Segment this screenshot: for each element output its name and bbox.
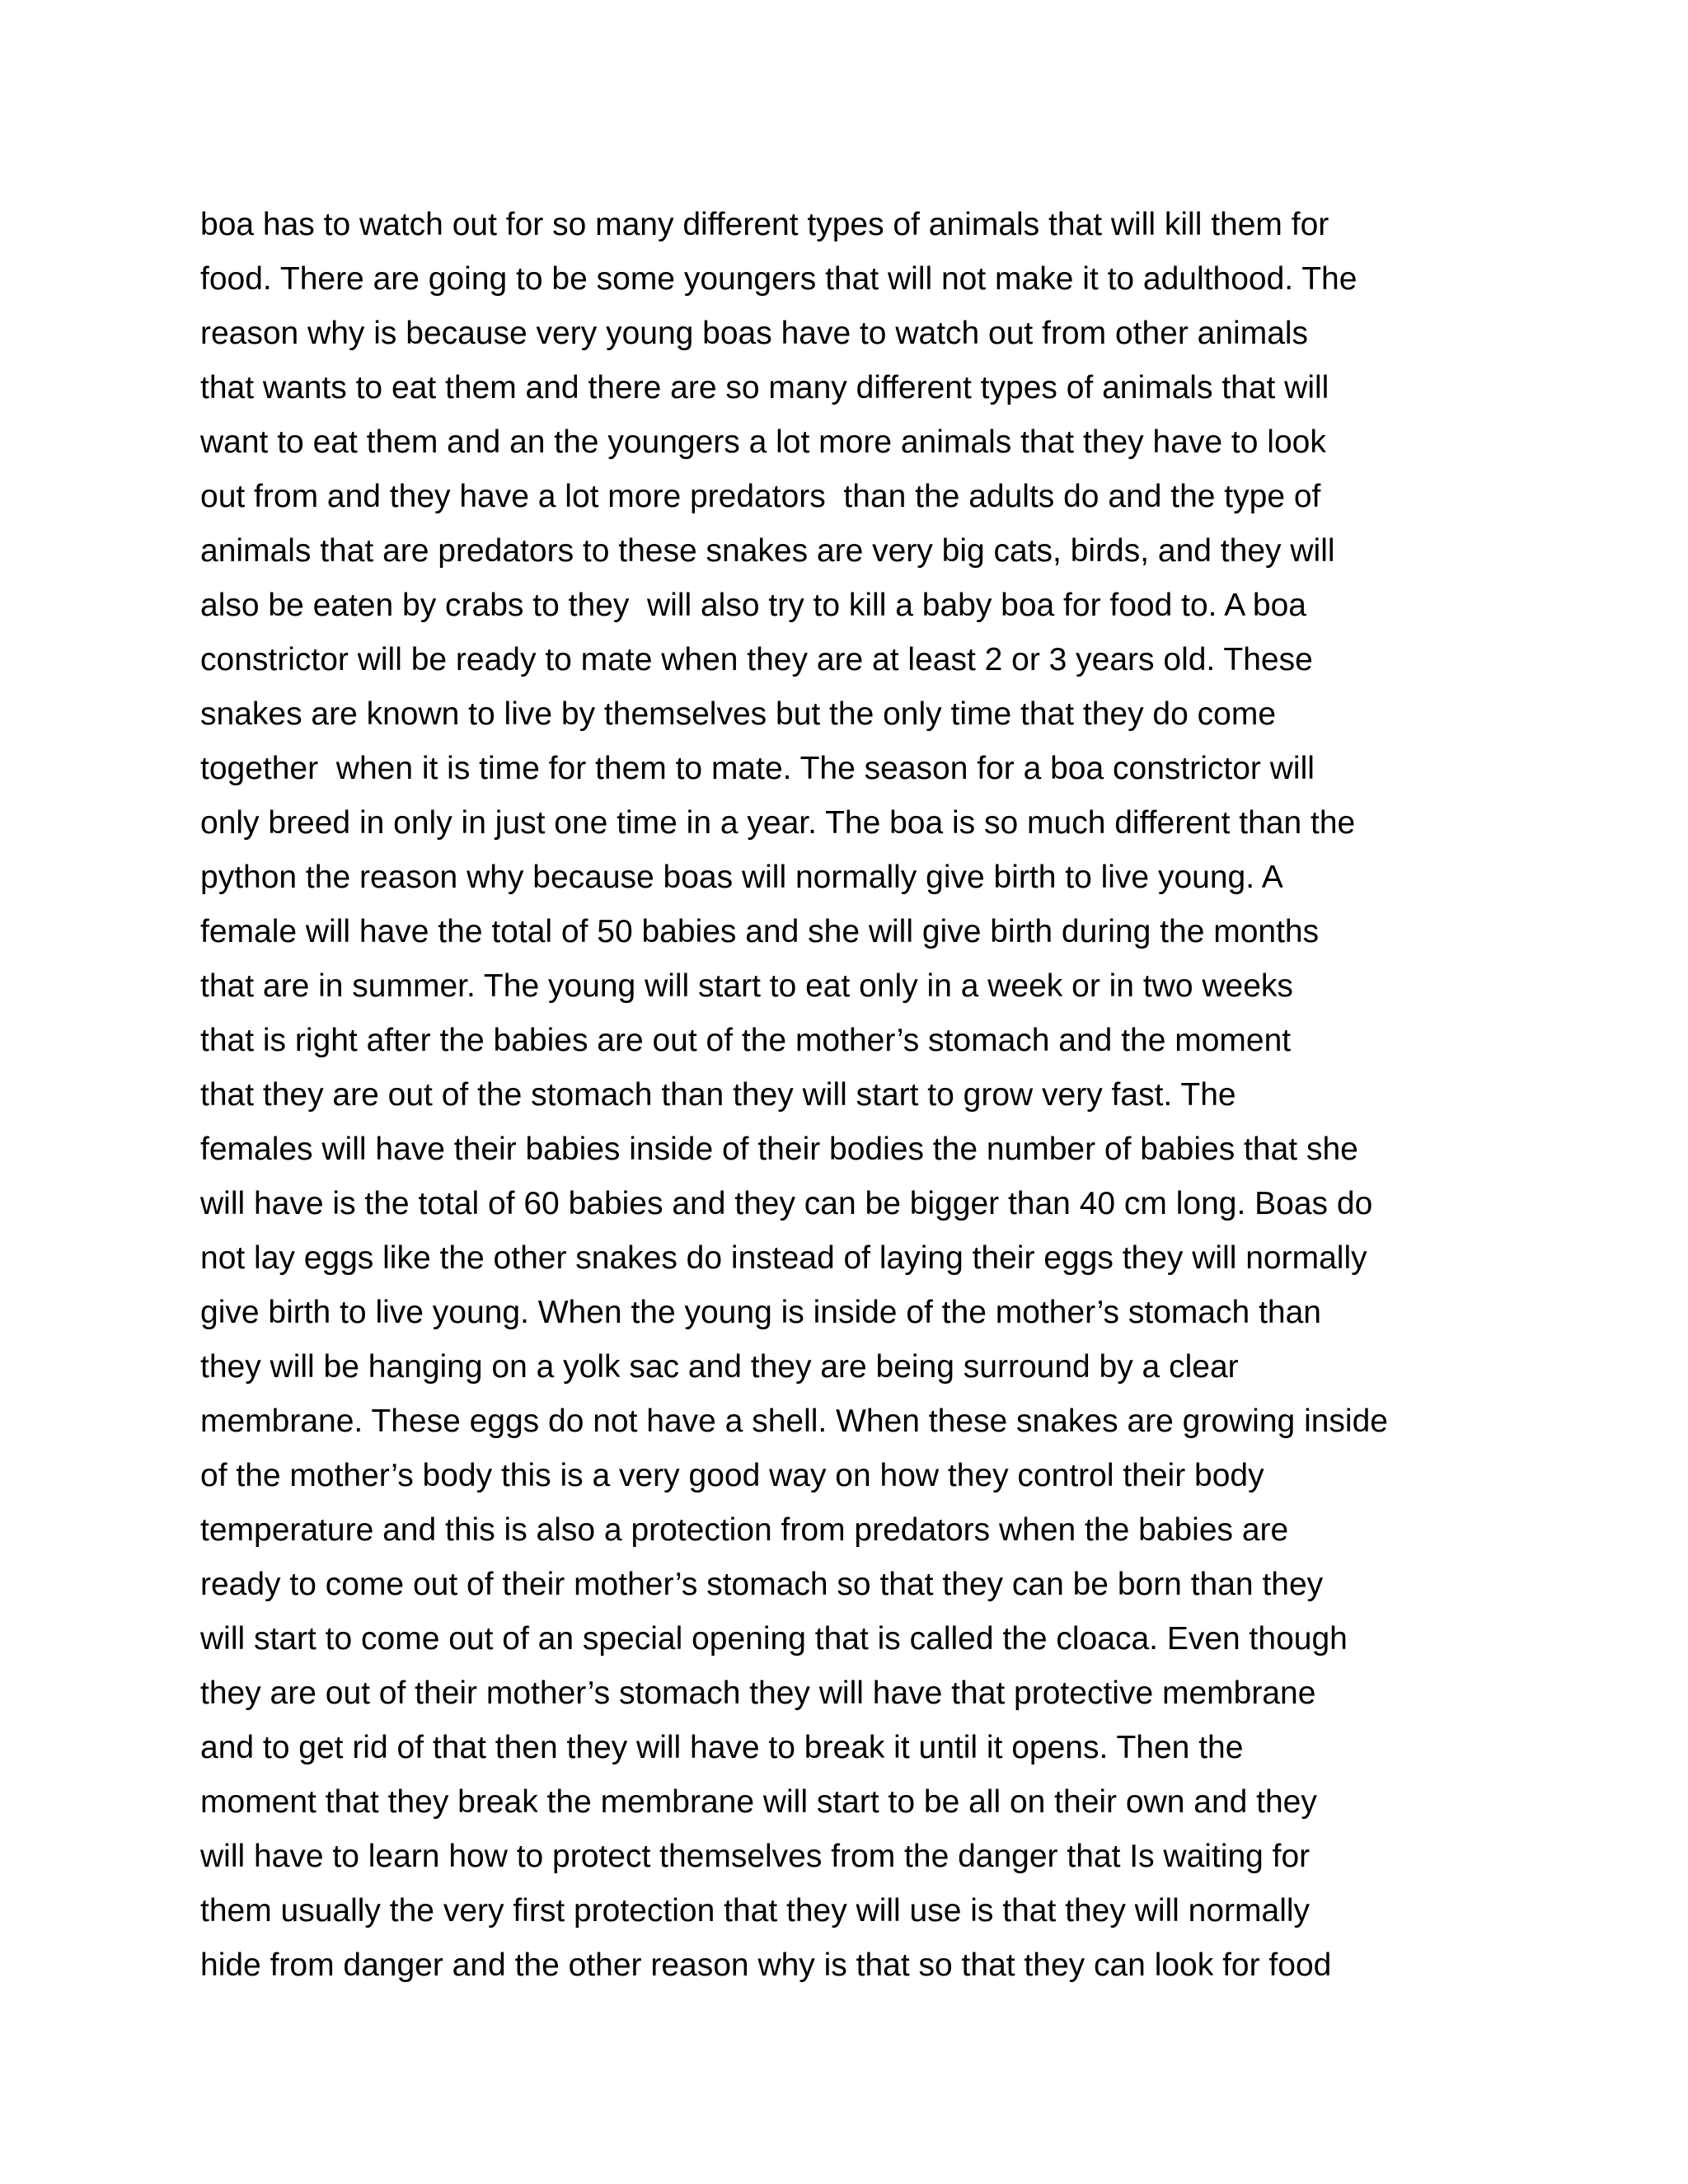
text-line-14: female will have the total of 50 babies and she will give birth during the months bbox=[200, 914, 1320, 949]
text-line-25: temperature and this is also a protection from predators when the babies are bbox=[200, 1512, 1289, 1548]
text-line-4: that wants to eat them and there are so many different types of animals that will bbox=[200, 370, 1329, 405]
text-line-24: of the mother’s body this is a very good way on how they control their body bbox=[200, 1458, 1264, 1493]
text-line-31: will have to learn how to protect themselves from the danger that Is waiting for bbox=[200, 1839, 1311, 1874]
text-line-5: want to eat them and an the youngers a lot more animals that they have to look bbox=[200, 424, 1326, 460]
text-line-8: also be eaten by crabs to they will also try to kill a baby boa for food to. A boa bbox=[200, 588, 1306, 623]
text-line-29: and to get rid of that then they will have to break it until it opens. Then the bbox=[200, 1730, 1244, 1765]
text-line-18: females will have their babies inside of their bodies the number of babies that she bbox=[200, 1132, 1358, 1167]
text-line-22: they will be hanging on a yolk sac and they are being surround by a clear bbox=[200, 1349, 1239, 1385]
text-line-11: together when it is time for them to mate. The season for a boa constrictor will bbox=[200, 751, 1315, 786]
text-line-27: will start to come out of an special opening that is called the cloaca. Even though bbox=[200, 1621, 1348, 1657]
text-line-33: hide from danger and the other reason why is that so that they can look for food bbox=[200, 1947, 1332, 1983]
text-line-7: animals that are predators to these snakes are very big cats, birds, and they will bbox=[200, 533, 1335, 569]
body-text bbox=[200, 198, 1519, 1993]
text-line-6: out from and they have a lot more predators than the adults do and the type of bbox=[200, 479, 1321, 514]
text-line-19: will have is the total of 60 babies and they can be bigger than 40 cm long. Boas do bbox=[200, 1186, 1373, 1221]
text-line-3: reason why is because very young boas have to watch out from other animals bbox=[200, 316, 1309, 351]
text-line-16: that is right after the babies are out of the mother’s stomach and the moment bbox=[200, 1023, 1292, 1058]
text-line-20: not lay eggs like the other snakes do instead of laying their eggs they will normally bbox=[200, 1240, 1367, 1276]
text-line-13: python the reason why because boas will normally give birth to live young. A bbox=[200, 860, 1283, 895]
text-line-2: food. There are going to be some youngers that will not make it to adulthood. The bbox=[200, 261, 1357, 297]
text-line-15: that are in summer. The young will start to eat only in a week or in two weeks bbox=[200, 968, 1293, 1004]
text-line-9: constrictor will be ready to mate when they are at least 2 or 3 years old. These bbox=[200, 642, 1313, 677]
text-line-32: them usually the very first protection that they will use is that they will normally bbox=[200, 1893, 1311, 1929]
text-line-23: membrane. These eggs do not have a shell. When these snakes are growing inside bbox=[200, 1404, 1388, 1439]
text-line-12: only breed in only in just one time in a year. The boa is so much different than the bbox=[200, 805, 1356, 841]
text-line-10: snakes are known to live by themselves but the only time that they do come bbox=[200, 696, 1277, 732]
text-line-26: ready to come out of their mother’s stomach so that they can be born than they bbox=[200, 1567, 1324, 1602]
text-line-28: they are out of their mother’s stomach they will have that protective membrane bbox=[200, 1675, 1316, 1711]
text-line-1: boa has to watch out for so many different types of animals that will kill them for bbox=[200, 207, 1329, 242]
text-line-21: give birth to live young. When the young is inside of the mother’s stomach than bbox=[200, 1295, 1321, 1330]
text-line-30: moment that they break the membrane will start to be all on their own and they bbox=[200, 1784, 1317, 1820]
text-line-17: that they are out of the stomach than they will start to grow very fast. The bbox=[200, 1077, 1236, 1113]
